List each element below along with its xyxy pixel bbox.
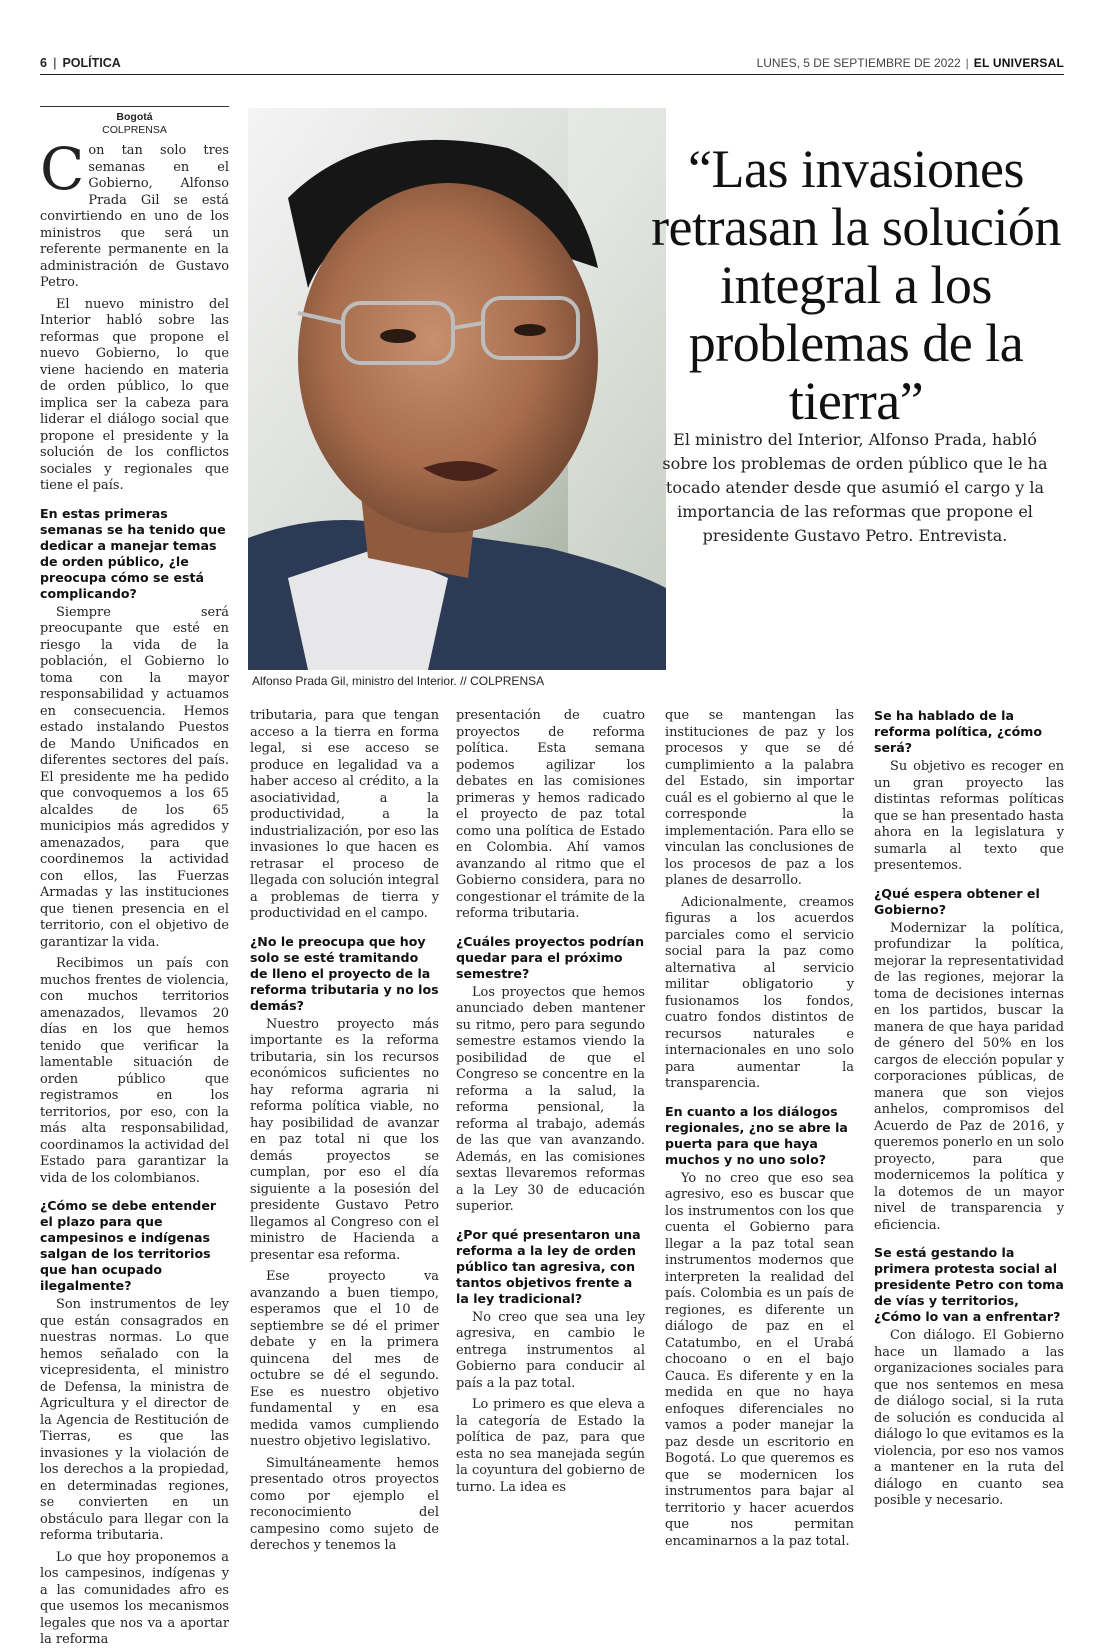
section-name: POLÍTICA bbox=[62, 56, 121, 70]
paragraph: El nuevo ministro del Interior habló sobre las reformas que propone el nuevo Gobierno, lo que viene haciendo en materia de orden público, lo que implica ser la cabeza para liderar el diálogo social que propone el presidente y la solución de los conflictos sociales y regionales que tiene el país. bbox=[40, 296, 229, 493]
newspaper-name: EL UNIVERSAL bbox=[973, 56, 1064, 70]
answer: No creo que sea una ley agresiva, en cambio le entrega instrumentos al Gobierno para conducir al país a la paz total. bbox=[456, 1309, 645, 1391]
question: ¿Cómo se debe entender el plazo para que campesinos e indígenas salgan de los territorios que han ocupado ilegalmente? bbox=[40, 1198, 217, 1293]
answer: Yo no creo que eso sea agresivo, eso es buscar que los instrumentos con los que cuenta el Gobierno para llegar a la paz total sean instrumentos modernos que interpreten la realidad del país. Colombia es un país de regiones, es diferente un diálogo de paz en el Catatumbo, en el Urabá chocoano o en el bajo Cauca. Es diferente y en la medida en que no haya enfoques diferenciales no vamos a poder manejar la paz desde un escritorio en Bogotá. Lo que queremos es que se modernicen los instrumentos para bajar al territorio y hacer acuerdos que nos permitan encaminarnos a la paz total. bbox=[665, 1170, 854, 1549]
answer: Siempre será preocupante que esté en riesgo la vida de la población, el Gobierno lo toma con la mayor responsabilidad y actuamos en consecuencia. Hemos estado instalando Puestos de Mando Unificados en diferentes sectores del país. El presidente me ha pedido que convoquemos a los 65 alcaldes de los 65 municipios más agredidos y amenazados, para que coordinemos la actividad con ellos, las Fuerzas Armadas y las instituciones que tienen presencia en el territorio, con el objetivo de garantizar la vida. bbox=[40, 604, 229, 950]
paragraph: presentación de cuatro proyectos de reforma política. Esta semana podemos agilizar los debates en las comisiones primeras y hemos radicado el proyecto de paz total como una política de Estado en Colombia. Ahí vamos avanzando al ritmo que el Gobierno considera, para no congestionar el trámite de la reforma tributaria. bbox=[456, 708, 646, 921]
issue-date: LUNES, 5 DE SEPTIEMBRE DE 2022 bbox=[756, 56, 961, 70]
column-5 bbox=[874, 708, 1064, 1508]
answer: Su objetivo es recoger en un gran proyecto las distintas reformas políticas que se han presentado hasta ahora en la legislatura y sumarla al texto que presentemos. bbox=[874, 759, 1064, 873]
question: En cuanto a los diálogos regionales, ¿no se abre la puerta para que haya muchos y no uno solo? bbox=[665, 1103, 848, 1167]
answer: Con diálogo. El Gobierno hace un llamado a las organizaciones sociales para que nos sentemos en mesa de diálogo social, si la ruta de solución es conducida al diálogo lo que evitamos es la violencia, por eso nos vamos a mantener en la ruta del diálogo en cuanto sea posible y necesario. bbox=[874, 1328, 1064, 1508]
paragraph: que se mantengan las instituciones de paz y los procesos y que se dé cumplimiento a la palabra del Estado, sin importar cuál es el gobierno al que le corresponde la implementación. Para ello se vinculan las conclusiones de los procesos de paz a los planes de desarrollo. bbox=[665, 708, 854, 888]
paragraph: Adicionalmente, creamos figuras a los acuerdos parciales como el servicio social para la paz como alternativa al servicio militar obligatorio y fusionamos los fondos, cuatro fondos distintos de recursos naturales e internacionales en uno solo para aumentar la transparencia. bbox=[665, 894, 854, 1091]
answer: Ese proyecto va avanzando a buen tiempo, esperamos que el 10 de septiembre se dé el primer debate y en la primera quincena del mes de octubre se dé el segundo. Ese es nuestro objetivo fundamental y en esa medida vamos cumpliendo nuestro objetivo legislativo. bbox=[250, 1269, 439, 1449]
answer: Recibimos un país con muchos frentes de violencia, con muchos territorios amenazados, llevamos 20 días en los que hemos tenido que verificar la lamentable situación de orden público que registramos en los territorios, por eso, con la más alta responsabilidad, coordinamos la actividad del Estado para garantizar la vida de los colombianos. bbox=[40, 956, 229, 1186]
paragraph: tributaria, para que tengan acceso a la tierra en forma legal, si ese acceso se produce en legalidad va a haber acceso al crédito, a la asociatividad, a la productividad, a la industrialización, por eso las invasiones lo que hacen es retrasar el proceso de llegada con solución integral a problemas de tierra y productividad en el campo. bbox=[250, 708, 439, 921]
intro-paragraph: Con tan solo tres semanas en el Gobierno, Alfonso Prada Gil se está convirtiendo en uno de los ministros que será un referente permanente en la administración de Gustavo Petro. bbox=[40, 135, 229, 290]
portrait-image bbox=[248, 108, 666, 670]
column-4 bbox=[665, 708, 854, 1549]
answer: Los proyectos que hemos anunciado deben mantener su ritmo, pero para segundo semestre estamos viendo la posibilidad de que el Congreso se concentre en la reforma a la salud, la reforma pensional, la reforma al trabajo, además de las que van avanzando. Además, en las comisiones sextas llevaremos reformas a la Ley 30 de educación superior. bbox=[456, 984, 645, 1214]
answer: Lo primero es que eleva a la categoría de Estado la política de paz, para que esta no sea manejada según la coyuntura del gobierno de turno. La idea es bbox=[456, 1397, 645, 1495]
answer: Lo que hoy proponemos a los campesinos, indígenas y a las comunidades afro es que usemos los mecanismos legales que nos va a aportar la reforma bbox=[40, 1549, 229, 1647]
drop-cap: C bbox=[40, 135, 85, 203]
article-headline: “Las invasiones retrasan la solución integral a los problemas de la tierra” bbox=[651, 139, 1061, 431]
article-dateline bbox=[40, 106, 229, 137]
answer: Modernizar la política, profundizar la política, mejorar la representatividad de las regiones, mejorar la toma de decisiones internas en los partidos, buscar la manera de que haya paridad de género del 50% en los cargos de elección popular y corporaciones públicas, de manera que son viejos anhelos, compromisos del Acuerdo de Paz de 2016, y queremos ponerlo en un solo proyecto, para que modernicemos la política y la dotemos de un mayor nivel de transparencia y eficiencia. bbox=[874, 920, 1064, 1233]
answer: Nuestro proyecto más importante es la reforma tributaria, sin los recursos económicos suficientes no hay reforma agraria ni reforma política viable, no hay posibilidad de avanzar en paz total ni que los demás proyectos se cumplan, por eso el día siguiente a la posesión del presidente Gustavo Petro llegamos al Congreso con el ministro de Hacienda a presentar esa reforma. bbox=[250, 1016, 439, 1263]
column-3 bbox=[456, 708, 645, 1496]
question: ¿Qué espera obtener el Gobierno? bbox=[874, 885, 1040, 917]
column-1 bbox=[40, 106, 229, 1647]
dateline-city: Bogotá bbox=[116, 111, 153, 123]
page-dateline: LUNES, 5 DE SEPTIEMBRE DE 2022 | EL UNIVERSAL bbox=[756, 56, 1064, 70]
question: ¿Cuáles proyectos podrían quedar para el próximo semestre? bbox=[456, 933, 645, 981]
page-section: 6 | POLÍTICA bbox=[40, 56, 121, 70]
minister-photo bbox=[248, 108, 666, 670]
page-number: 6 bbox=[40, 56, 47, 70]
question: En estas primeras semanas se ha tenido que dedicar a manejar temas de orden público, ¿le preocupa cómo se está complicando? bbox=[40, 505, 226, 601]
photo-caption: Alfonso Prada Gil, ministro del Interior. // COLPRENSA bbox=[252, 674, 545, 688]
question: Se ha hablado de la reforma política, ¿cómo será? bbox=[874, 708, 1043, 755]
answer: Simultáneamente hemos presentado otros proyectos como por ejemplo el reconocimiento del campesino como sujeto de derechos y tenemos la bbox=[250, 1455, 439, 1553]
page-header bbox=[40, 52, 1064, 75]
question: ¿Por qué presentaron una reforma a la ley de orden público tan agresiva, con tantos objetivos frente a la ley tradicional? bbox=[456, 1226, 641, 1306]
question: Se está gestando la primera protesta social al presidente Petro con toma de vías y territorios, ¿Cómo lo van a enfrentar? bbox=[874, 1245, 1064, 1324]
question: ¿No le preocupa que hoy solo se esté tramitando de lleno el proyecto de la reforma tributaria y no los demás? bbox=[250, 933, 439, 1013]
column-2 bbox=[250, 708, 439, 1553]
dateline-agency: COLPRENSA bbox=[102, 124, 167, 136]
answer: Son instrumentos de ley que están consagrados en nuestras normas. Lo que hemos señalado con la vicepresidenta, el ministro de Defensa, la ministra de Agricultura y el director de la Agencia de Restitución de Tierras, es que las invasiones y la violación de los derechos a la propiedad, en determinadas regiones, se convierten en un obstáculo para llegar con la reforma tributaria. bbox=[40, 1297, 229, 1543]
article-lead: El ministro del Interior, Alfonso Prada, habló sobre los problemas de orden público que le ha tocado atender desde que asumió el cargo y la importancia de las reformas que propone el presidente Gustavo Petro. Entrevista. bbox=[662, 430, 1048, 545]
